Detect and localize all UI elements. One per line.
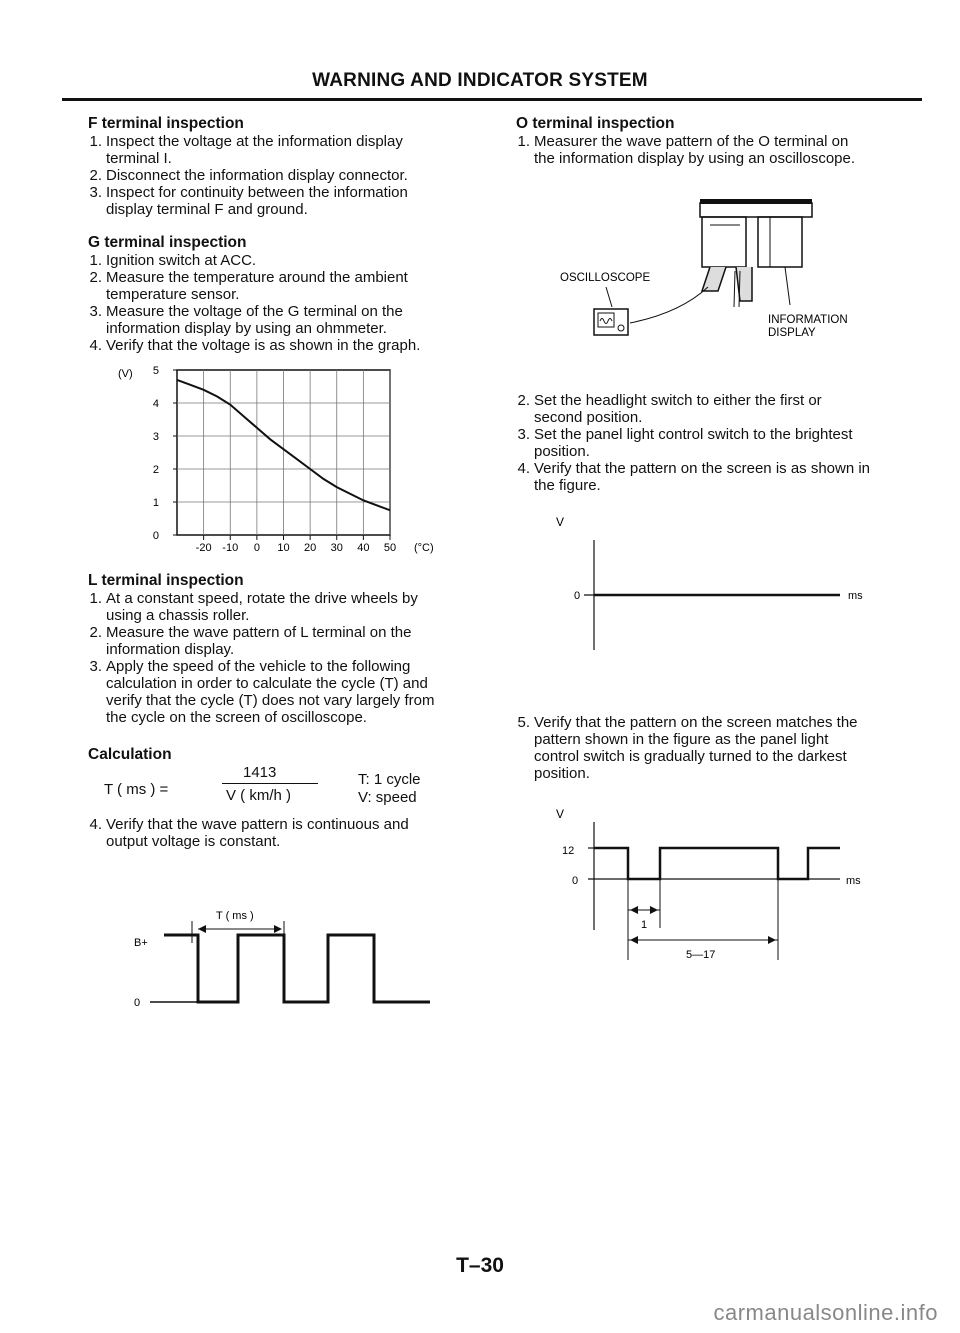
wave2-v-label: V bbox=[556, 807, 565, 821]
l-steps bbox=[84, 590, 434, 726]
g-step-1: 1. Ignition switch at ACC. bbox=[89, 252, 257, 269]
l-step-4-block bbox=[84, 816, 409, 850]
wave1-ms-label: ms bbox=[848, 590, 863, 602]
chart-x-unit-label: (°C) bbox=[414, 542, 434, 554]
calculation-lhs: T ( ms ) = bbox=[104, 781, 169, 798]
f-step-3-cont: display terminal F and ground. bbox=[106, 201, 308, 218]
o-step-5: 5. Verify that the pattern on the screen matches the bbox=[517, 714, 858, 731]
period2-arrow-left-icon bbox=[630, 936, 638, 944]
wave2-pulse-line bbox=[594, 848, 840, 879]
page-number: T–30 bbox=[456, 1254, 504, 1277]
o-step-4: 4. Verify that the pattern on the screen is as shown in bbox=[517, 460, 871, 477]
l-step-1: 1. At a constant speed, rotate the drive wheels by bbox=[89, 590, 418, 607]
wave2-high-label: 12 bbox=[562, 845, 575, 857]
oscilloscope-label: OSCILLOSCOPE bbox=[560, 272, 651, 284]
calculation-denominator: V ( km/h ) bbox=[226, 787, 292, 804]
chart-x-tick-label: 40 bbox=[357, 542, 370, 554]
chart-grid bbox=[177, 370, 390, 535]
header-rule bbox=[62, 98, 922, 101]
f-step-2: 2. Disconnect the information display connector. bbox=[89, 167, 408, 184]
chart-x-tick-label: 20 bbox=[304, 542, 317, 554]
information-display-label-2: DISPLAY bbox=[768, 327, 816, 339]
chart-y-unit-label: (V) bbox=[118, 368, 133, 380]
chart-x-tick-label: -10 bbox=[222, 542, 239, 554]
fraction-bar bbox=[222, 783, 318, 784]
g-steps bbox=[84, 252, 420, 354]
chart-ticks bbox=[153, 365, 396, 554]
o-step-5-cont-1: pattern shown in the figure as the panel light bbox=[534, 731, 829, 748]
g-step-2-cont: temperature sensor. bbox=[106, 286, 240, 303]
l-step-3-cont-3: the cycle on the screen of oscilloscope. bbox=[106, 709, 367, 726]
calculation-title: Calculation bbox=[88, 746, 172, 763]
g-step-4: 4. Verify that the voltage is as shown in the graph. bbox=[89, 337, 421, 354]
o-step-1-cont: the information display by using an oscilloscope. bbox=[534, 150, 856, 167]
l-step-2: 2. Measure the wave pattern of L terminal on the bbox=[89, 624, 412, 641]
period-label: T ( ms ) bbox=[216, 910, 254, 922]
wave1-zero-label: 0 bbox=[574, 590, 581, 602]
oscilloscope-icon bbox=[594, 309, 628, 335]
information-display-icon bbox=[700, 199, 812, 307]
o-step-2-cont: second position. bbox=[534, 409, 643, 426]
period-arrow-right-icon bbox=[274, 925, 282, 933]
pulse-arrow-left-icon bbox=[630, 906, 638, 914]
f-section-title: F terminal inspection bbox=[88, 115, 244, 132]
chart-x-tick-label: -20 bbox=[195, 542, 212, 554]
pulse-arrow-right-icon bbox=[650, 906, 658, 914]
probe-cable bbox=[630, 287, 708, 323]
wave-high-label: B+ bbox=[134, 937, 148, 949]
period-arrow-left-icon bbox=[198, 925, 206, 933]
calculation-legend-v: V: speed bbox=[358, 789, 417, 806]
chart-x-tick-label: 10 bbox=[277, 542, 290, 554]
voltage-temperature-chart bbox=[100, 355, 460, 570]
o-steps bbox=[512, 133, 855, 167]
o-step-2: 2. Set the headlight switch to either the first or bbox=[517, 392, 822, 409]
f-steps bbox=[84, 133, 408, 218]
oscilloscope-pointer bbox=[606, 287, 612, 307]
calculation-numerator: 1413 bbox=[243, 764, 277, 781]
f-step-1: 1. Inspect the voltage at the information display bbox=[89, 133, 403, 150]
f-step-1-cont: terminal I. bbox=[106, 150, 172, 167]
g-step-2: 2. Measure the temperature around the ambient bbox=[89, 269, 408, 286]
chart-x-tick-label: 50 bbox=[383, 542, 397, 554]
information-display-label-1: INFORMATION bbox=[768, 314, 848, 326]
l-step-4-cont: output voltage is constant. bbox=[106, 833, 281, 850]
l-step-4: 4. Verify that the wave pattern is continuous and bbox=[89, 816, 409, 833]
o-steps-2-4 bbox=[512, 392, 870, 494]
chart-y-tick-label: 0 bbox=[152, 530, 159, 542]
l-step-3-cont-2: verify that the cycle (T) does not vary largely from bbox=[106, 692, 435, 709]
chart-x-tick-label: 0 bbox=[253, 542, 260, 554]
o-step-5-cont-3: position. bbox=[534, 765, 590, 782]
l-step-2-cont: information display. bbox=[106, 641, 235, 658]
g-step-3-cont: information display by using an ohmmeter. bbox=[106, 320, 387, 337]
o-terminal-waveform-pulse bbox=[550, 800, 870, 970]
chart-y-tick-label: 5 bbox=[152, 365, 159, 377]
wave2-zero-label: 0 bbox=[572, 875, 579, 887]
calculation-legend-t: T: 1 cycle bbox=[358, 771, 421, 788]
o-step-3: 3. Set the panel light control switch to the brightest bbox=[517, 426, 853, 443]
chart-y-tick-label: 1 bbox=[152, 497, 159, 509]
chart-x-tick-label: 30 bbox=[330, 542, 343, 554]
o-step-1: 1. Measurer the wave pattern of the O terminal on bbox=[517, 133, 849, 150]
o-step-5-cont-2: control switch is gradually turned to the darkest bbox=[534, 748, 847, 765]
wave1-v-label: V bbox=[556, 515, 565, 529]
oscilloscope-connection-figure bbox=[560, 195, 870, 355]
wave2-ms-label: ms bbox=[846, 875, 861, 887]
page-header: WARNING AND INDICATOR SYSTEM bbox=[312, 70, 648, 91]
l-terminal-waveform bbox=[120, 895, 440, 1015]
o-section-title: O terminal inspection bbox=[516, 115, 675, 132]
chart-y-tick-label: 3 bbox=[152, 431, 159, 443]
o-terminal-waveform-flat bbox=[550, 510, 870, 660]
f-step-3: 3. Inspect for continuity between the information bbox=[89, 184, 408, 201]
pulse-width-label: 1 bbox=[641, 919, 648, 931]
l-step-3: 3. Apply the speed of the vehicle to the following bbox=[89, 658, 411, 675]
l-step-1-cont: using a chassis roller. bbox=[106, 607, 250, 624]
watermark: carmanualsonline.info bbox=[713, 1300, 938, 1325]
period2-arrow-right-icon bbox=[768, 936, 776, 944]
o-step-5-block bbox=[512, 714, 858, 782]
l-section-title: L terminal inspection bbox=[88, 572, 244, 589]
chart-y-tick-label: 2 bbox=[152, 464, 159, 476]
l-square-wave bbox=[164, 935, 430, 1002]
l-step-3-cont-1: calculation in order to calculate the cycle (T) and bbox=[106, 675, 428, 692]
g-section-title: G terminal inspection bbox=[88, 234, 247, 251]
o-step-4-cont: the figure. bbox=[534, 477, 601, 494]
period-range-label: 5—17 bbox=[686, 949, 716, 961]
o-step-3-cont: position. bbox=[534, 443, 590, 460]
g-step-3: 3. Measure the voltage of the G terminal on the bbox=[89, 303, 403, 320]
chart-y-tick-label: 4 bbox=[152, 398, 159, 410]
wave-zero-label: 0 bbox=[134, 997, 141, 1009]
